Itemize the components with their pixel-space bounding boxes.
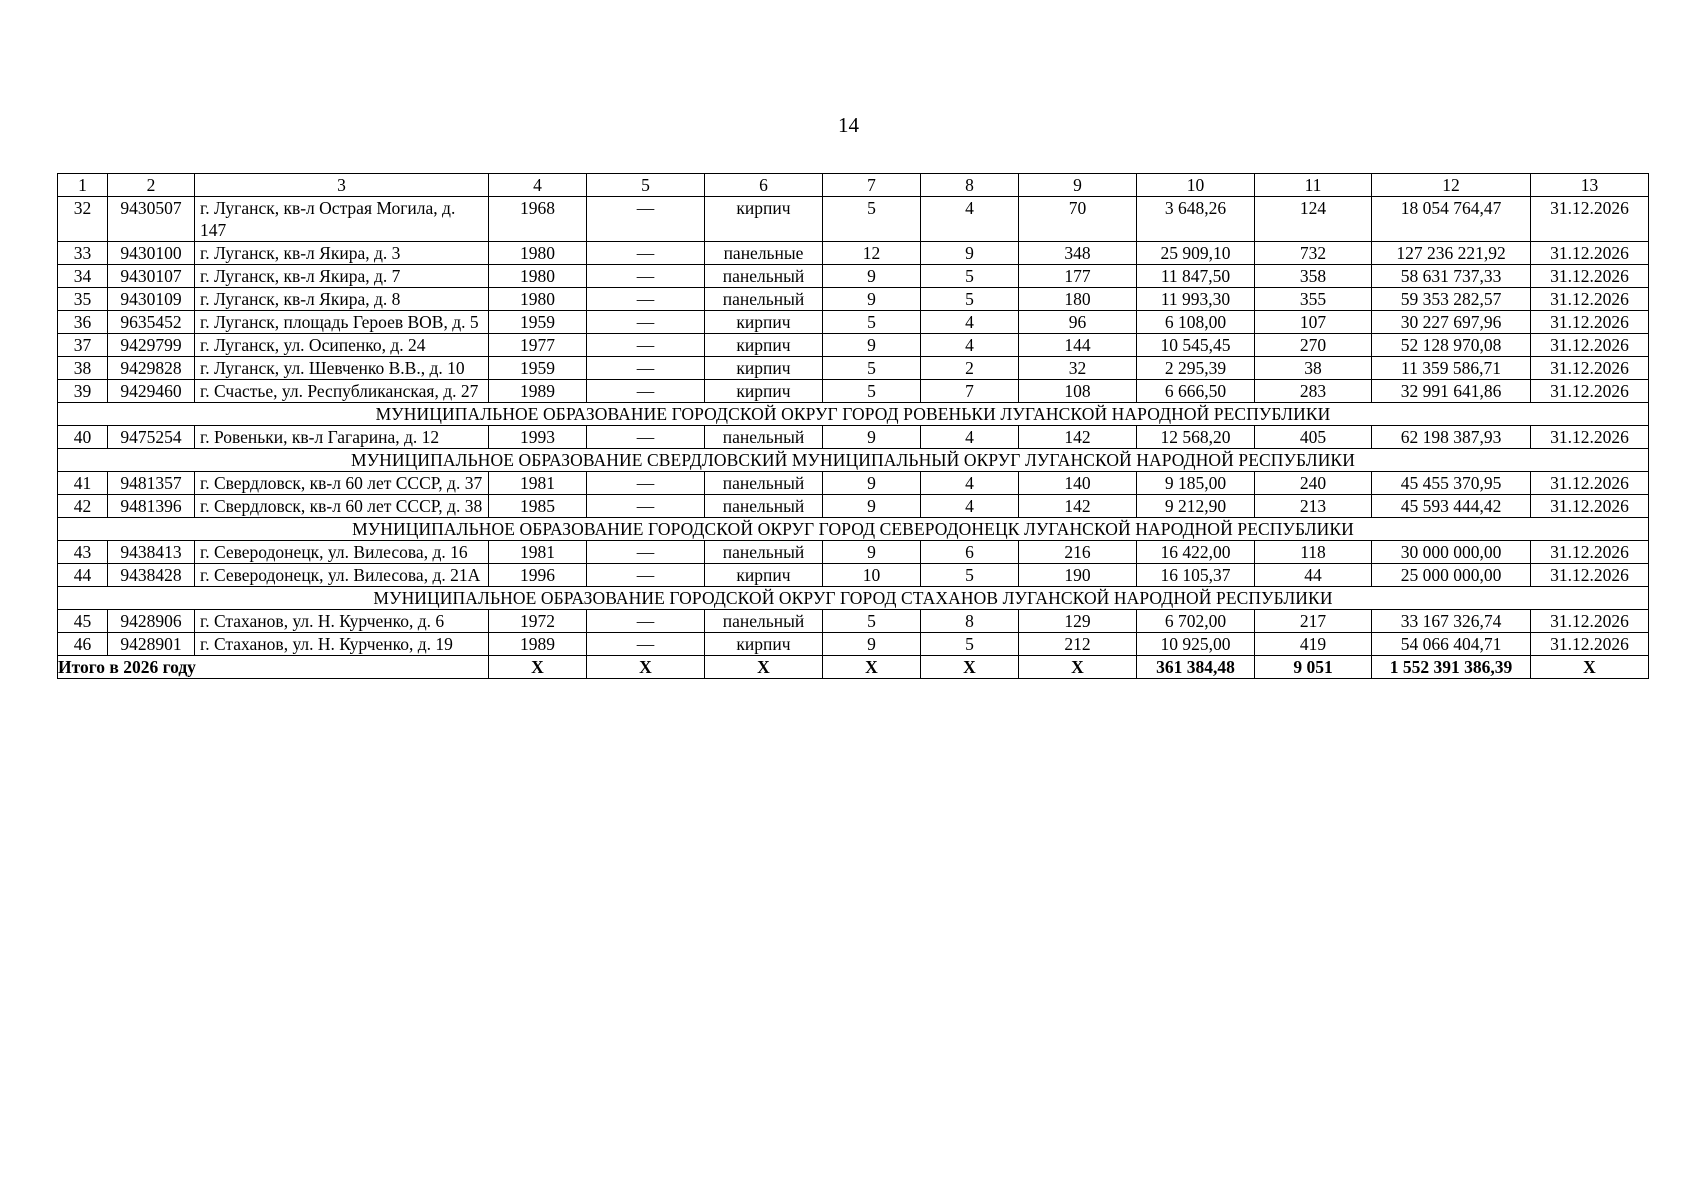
address-cell: г. Ровеньки, кв-л Гагарина, д. 12	[195, 426, 489, 449]
municipality-section-row	[58, 518, 1649, 541]
table-row	[58, 311, 1649, 334]
floors-cell: 9	[823, 633, 921, 656]
building-id-cell: 9429799	[108, 334, 195, 357]
year-built-cell: 1980	[489, 265, 587, 288]
address-cell: г. Северодонецк, ул. Вилесова, д. 21А	[195, 564, 489, 587]
reconstruction-year-cell: —	[587, 380, 705, 403]
apartments-cell: 108	[1019, 380, 1137, 403]
deadline-cell: 31.12.2026	[1531, 334, 1649, 357]
apartments-cell: 348	[1019, 242, 1137, 265]
deadline-cell: 31.12.2026	[1531, 472, 1649, 495]
cost-cell: 62 198 387,93	[1372, 426, 1531, 449]
municipality-heading: МУНИЦИПАЛЬНОЕ ОБРАЗОВАНИЕ ГОРОДСКОЙ ОКРУГ ГОРОД РОВЕНЬКИ ЛУГАНСКОЙ НАРОДНОЙ РЕСПУБЛИКИ	[58, 403, 1649, 426]
total-area-cell: 6 108,00	[1137, 311, 1255, 334]
municipality-section-row	[58, 449, 1649, 472]
building-id-cell: 9635452	[108, 311, 195, 334]
wall-material-cell: кирпич	[705, 380, 823, 403]
column-number: 12	[1372, 174, 1531, 197]
column-number-row	[58, 174, 1649, 197]
address-cell: г. Луганск, ул. Шевченко В.В., д. 10	[195, 357, 489, 380]
row-number-cell: 39	[58, 380, 108, 403]
reconstruction-year-cell: —	[587, 472, 705, 495]
row-number-cell: 46	[58, 633, 108, 656]
column-number: 8	[921, 174, 1019, 197]
column-number: 2	[108, 174, 195, 197]
wall-material-cell: кирпич	[705, 633, 823, 656]
residents-cell: 355	[1255, 288, 1372, 311]
reconstruction-year-cell: —	[587, 311, 705, 334]
entrances-cell: 5	[921, 633, 1019, 656]
cost-cell: 32 991 641,86	[1372, 380, 1531, 403]
row-number-cell: 45	[58, 610, 108, 633]
apartments-cell: 142	[1019, 426, 1137, 449]
apartments-cell: 96	[1019, 311, 1137, 334]
total-area-cell: 10 545,45	[1137, 334, 1255, 357]
year-built-cell: 1972	[489, 610, 587, 633]
reconstruction-year-cell: —	[587, 242, 705, 265]
entrances-cell: 4	[921, 426, 1019, 449]
wall-material-cell: панельный	[705, 288, 823, 311]
residents-cell: 419	[1255, 633, 1372, 656]
column-number: 7	[823, 174, 921, 197]
address-cell: г. Луганск, кв-л Якира, д. 8	[195, 288, 489, 311]
deadline-cell: 31.12.2026	[1531, 380, 1649, 403]
total-area-cell: 12 568,20	[1137, 426, 1255, 449]
floors-cell: 9	[823, 288, 921, 311]
year-built-cell: 1968	[489, 197, 587, 242]
entrances-cell: 4	[921, 472, 1019, 495]
total-label: Итого в 2026 году	[58, 656, 489, 679]
address-cell: г. Луганск, кв-л Якира, д. 3	[195, 242, 489, 265]
entrances-cell: 5	[921, 288, 1019, 311]
building-id-cell: 9475254	[108, 426, 195, 449]
residents-cell: 358	[1255, 265, 1372, 288]
total-total-area-cell: 361 384,48	[1137, 656, 1255, 679]
year-built-cell: 1989	[489, 380, 587, 403]
residents-cell: 38	[1255, 357, 1372, 380]
wall-material-cell: панельный	[705, 426, 823, 449]
reconstruction-year-cell: —	[587, 265, 705, 288]
total-area-cell: 16 422,00	[1137, 541, 1255, 564]
deadline-cell: 31.12.2026	[1531, 426, 1649, 449]
deadline-cell: 31.12.2026	[1531, 541, 1649, 564]
floors-cell: 5	[823, 357, 921, 380]
building-id-cell: 9430507	[108, 197, 195, 242]
floors-cell: 5	[823, 197, 921, 242]
total-area-cell: 6 666,50	[1137, 380, 1255, 403]
apartments-cell: 190	[1019, 564, 1137, 587]
cost-cell: 33 167 326,74	[1372, 610, 1531, 633]
year-built-cell: 1959	[489, 357, 587, 380]
table-row	[58, 541, 1649, 564]
floors-cell: 9	[823, 495, 921, 518]
apartments-cell: 177	[1019, 265, 1137, 288]
wall-material-cell: кирпич	[705, 564, 823, 587]
year-built-cell: 1993	[489, 426, 587, 449]
row-number-cell: 35	[58, 288, 108, 311]
residents-cell: 118	[1255, 541, 1372, 564]
entrances-cell: 5	[921, 564, 1019, 587]
building-id-cell: 9430100	[108, 242, 195, 265]
reconstruction-year-cell: —	[587, 334, 705, 357]
column-number: 11	[1255, 174, 1372, 197]
entrances-cell: 6	[921, 541, 1019, 564]
table-row	[58, 426, 1649, 449]
table-row	[58, 288, 1649, 311]
wall-material-cell: кирпич	[705, 357, 823, 380]
cost-cell: 127 236 221,92	[1372, 242, 1531, 265]
cost-cell: 45 455 370,95	[1372, 472, 1531, 495]
total-area-cell: 9 185,00	[1137, 472, 1255, 495]
address-cell: г. Луганск, ул. Осипенко, д. 24	[195, 334, 489, 357]
cost-cell: 11 359 586,71	[1372, 357, 1531, 380]
building-id-cell: 9428906	[108, 610, 195, 633]
deadline-cell: 31.12.2026	[1531, 311, 1649, 334]
table-row	[58, 357, 1649, 380]
column-number: 3	[195, 174, 489, 197]
cost-cell: 45 593 444,42	[1372, 495, 1531, 518]
column-number: 1	[58, 174, 108, 197]
address-cell: г. Стаханов, ул. Н. Курченко, д. 19	[195, 633, 489, 656]
wall-material-cell: панельный	[705, 472, 823, 495]
total-area-cell: 2 295,39	[1137, 357, 1255, 380]
year-built-cell: 1996	[489, 564, 587, 587]
address-cell: г. Луганск, площадь Героев ВОВ, д. 5	[195, 311, 489, 334]
deadline-cell: 31.12.2026	[1531, 564, 1649, 587]
apartments-cell: 144	[1019, 334, 1137, 357]
housing-registry-table	[57, 173, 1649, 679]
wall-material-cell: кирпич	[705, 197, 823, 242]
table-row	[58, 380, 1649, 403]
apartments-cell: 180	[1019, 288, 1137, 311]
total-year-built-cell: Х	[489, 656, 587, 679]
row-number-cell: 36	[58, 311, 108, 334]
apartments-cell: 212	[1019, 633, 1137, 656]
apartments-cell: 70	[1019, 197, 1137, 242]
building-id-cell: 9438413	[108, 541, 195, 564]
total-floors-cell: Х	[823, 656, 921, 679]
floors-cell: 5	[823, 311, 921, 334]
address-cell: г. Счастье, ул. Республиканская, д. 27	[195, 380, 489, 403]
table-row	[58, 633, 1649, 656]
column-number: 6	[705, 174, 823, 197]
cost-cell: 52 128 970,08	[1372, 334, 1531, 357]
table-row	[58, 334, 1649, 357]
apartments-cell: 129	[1019, 610, 1137, 633]
year-built-cell: 1989	[489, 633, 587, 656]
residents-cell: 124	[1255, 197, 1372, 242]
residents-cell: 270	[1255, 334, 1372, 357]
total-residents-cell: 9 051	[1255, 656, 1372, 679]
building-id-cell: 9438428	[108, 564, 195, 587]
floors-cell: 5	[823, 380, 921, 403]
apartments-cell: 140	[1019, 472, 1137, 495]
cost-cell: 25 000 000,00	[1372, 564, 1531, 587]
page-number: 14	[838, 113, 859, 137]
total-reconstruction-year-cell: Х	[587, 656, 705, 679]
deadline-cell: 31.12.2026	[1531, 610, 1649, 633]
floors-cell: 10	[823, 564, 921, 587]
entrances-cell: 8	[921, 610, 1019, 633]
total-apartments-cell: Х	[1019, 656, 1137, 679]
residents-cell: 217	[1255, 610, 1372, 633]
entrances-cell: 4	[921, 334, 1019, 357]
row-number-cell: 37	[58, 334, 108, 357]
residents-cell: 44	[1255, 564, 1372, 587]
entrances-cell: 4	[921, 197, 1019, 242]
total-entrances-cell: Х	[921, 656, 1019, 679]
deadline-cell: 31.12.2026	[1531, 633, 1649, 656]
entrances-cell: 7	[921, 380, 1019, 403]
table-row	[58, 610, 1649, 633]
total-area-cell: 9 212,90	[1137, 495, 1255, 518]
table-row	[58, 197, 1649, 242]
column-number: 10	[1137, 174, 1255, 197]
total-area-cell: 10 925,00	[1137, 633, 1255, 656]
row-number-cell: 38	[58, 357, 108, 380]
year-built-cell: 1980	[489, 242, 587, 265]
row-number-cell: 40	[58, 426, 108, 449]
residents-cell: 283	[1255, 380, 1372, 403]
row-number-cell: 33	[58, 242, 108, 265]
cost-cell: 30 227 697,96	[1372, 311, 1531, 334]
floors-cell: 9	[823, 426, 921, 449]
residents-cell: 240	[1255, 472, 1372, 495]
floors-cell: 9	[823, 472, 921, 495]
total-area-cell: 25 909,10	[1137, 242, 1255, 265]
year-built-cell: 1959	[489, 311, 587, 334]
cost-cell: 18 054 764,47	[1372, 197, 1531, 242]
table-row	[58, 472, 1649, 495]
deadline-cell: 31.12.2026	[1531, 265, 1649, 288]
row-number-cell: 34	[58, 265, 108, 288]
wall-material-cell: панельный	[705, 265, 823, 288]
total-area-cell: 6 702,00	[1137, 610, 1255, 633]
floors-cell: 9	[823, 265, 921, 288]
address-cell: г. Стаханов, ул. Н. Курченко, д. 6	[195, 610, 489, 633]
municipality-section-row	[58, 403, 1649, 426]
reconstruction-year-cell: —	[587, 610, 705, 633]
row-number-cell: 41	[58, 472, 108, 495]
total-area-cell: 11 847,50	[1137, 265, 1255, 288]
apartments-cell: 216	[1019, 541, 1137, 564]
address-cell: г. Северодонецк, ул. Вилесова, д. 16	[195, 541, 489, 564]
deadline-cell: 31.12.2026	[1531, 357, 1649, 380]
building-id-cell: 9429828	[108, 357, 195, 380]
table-row	[58, 564, 1649, 587]
row-number-cell: 43	[58, 541, 108, 564]
reconstruction-year-cell: —	[587, 426, 705, 449]
deadline-cell: 31.12.2026	[1531, 197, 1649, 242]
total-area-cell: 3 648,26	[1137, 197, 1255, 242]
apartments-cell: 142	[1019, 495, 1137, 518]
entrances-cell: 2	[921, 357, 1019, 380]
entrances-cell: 4	[921, 495, 1019, 518]
deadline-cell: 31.12.2026	[1531, 242, 1649, 265]
wall-material-cell: панельный	[705, 610, 823, 633]
column-number: 4	[489, 174, 587, 197]
cost-cell: 54 066 404,71	[1372, 633, 1531, 656]
address-cell: г. Свердловск, кв-л 60 лет СССР, д. 38	[195, 495, 489, 518]
residents-cell: 107	[1255, 311, 1372, 334]
residents-cell: 213	[1255, 495, 1372, 518]
cost-cell: 30 000 000,00	[1372, 541, 1531, 564]
table-row	[58, 242, 1649, 265]
year-built-cell: 1985	[489, 495, 587, 518]
reconstruction-year-cell: —	[587, 541, 705, 564]
municipality-heading: МУНИЦИПАЛЬНОЕ ОБРАЗОВАНИЕ СВЕРДЛОВСКИЙ МУНИЦИПАЛЬНЫЙ ОКРУГ ЛУГАНСКОЙ НАРОДНОЙ РЕСПУБЛИКИ	[58, 449, 1649, 472]
floors-cell: 9	[823, 334, 921, 357]
entrances-cell: 5	[921, 265, 1019, 288]
total-area-cell: 16 105,37	[1137, 564, 1255, 587]
deadline-cell: 31.12.2026	[1531, 495, 1649, 518]
municipality-heading: МУНИЦИПАЛЬНОЕ ОБРАЗОВАНИЕ ГОРОДСКОЙ ОКРУГ ГОРОД СТАХАНОВ ЛУГАНСКОЙ НАРОДНОЙ РЕСПУБЛИКИ	[58, 587, 1649, 610]
column-number: 13	[1531, 174, 1649, 197]
cost-cell: 58 631 737,33	[1372, 265, 1531, 288]
year-built-cell: 1981	[489, 472, 587, 495]
building-id-cell: 9481357	[108, 472, 195, 495]
total-area-cell: 11 993,30	[1137, 288, 1255, 311]
address-cell: г. Свердловск, кв-л 60 лет СССР, д. 37	[195, 472, 489, 495]
residents-cell: 732	[1255, 242, 1372, 265]
reconstruction-year-cell: —	[587, 564, 705, 587]
column-number: 9	[1019, 174, 1137, 197]
year-built-cell: 1980	[489, 288, 587, 311]
entrances-cell: 9	[921, 242, 1019, 265]
entrances-cell: 4	[921, 311, 1019, 334]
wall-material-cell: панельный	[705, 495, 823, 518]
floors-cell: 5	[823, 610, 921, 633]
row-number-cell: 32	[58, 197, 108, 242]
table-row	[58, 265, 1649, 288]
table-row	[58, 495, 1649, 518]
wall-material-cell: кирпич	[705, 334, 823, 357]
total-cost-cell: 1 552 391 386,39	[1372, 656, 1531, 679]
building-id-cell: 9481396	[108, 495, 195, 518]
total-wall-material-cell: Х	[705, 656, 823, 679]
cost-cell: 59 353 282,57	[1372, 288, 1531, 311]
wall-material-cell: панельные	[705, 242, 823, 265]
building-id-cell: 9430107	[108, 265, 195, 288]
total-row	[58, 656, 1649, 679]
year-built-cell: 1977	[489, 334, 587, 357]
building-id-cell: 9428901	[108, 633, 195, 656]
row-number-cell: 42	[58, 495, 108, 518]
reconstruction-year-cell: —	[587, 633, 705, 656]
table-body	[58, 174, 1649, 679]
building-id-cell: 9429460	[108, 380, 195, 403]
address-cell: г. Луганск, кв-л Якира, д. 7	[195, 265, 489, 288]
wall-material-cell: панельный	[705, 541, 823, 564]
floors-cell: 12	[823, 242, 921, 265]
municipality-section-row	[58, 587, 1649, 610]
year-built-cell: 1981	[489, 541, 587, 564]
apartments-cell: 32	[1019, 357, 1137, 380]
reconstruction-year-cell: —	[587, 357, 705, 380]
reconstruction-year-cell: —	[587, 288, 705, 311]
floors-cell: 9	[823, 541, 921, 564]
column-number: 5	[587, 174, 705, 197]
reconstruction-year-cell: —	[587, 197, 705, 242]
row-number-cell: 44	[58, 564, 108, 587]
municipality-heading: МУНИЦИПАЛЬНОЕ ОБРАЗОВАНИЕ ГОРОДСКОЙ ОКРУГ ГОРОД СЕВЕРОДОНЕЦК ЛУГАНСКОЙ НАРОДНОЙ РЕСПУБЛИКИ	[58, 518, 1649, 541]
reconstruction-year-cell: —	[587, 495, 705, 518]
building-id-cell: 9430109	[108, 288, 195, 311]
address-cell: г. Луганск, кв-л Острая Могила, д. 147	[195, 197, 489, 242]
deadline-cell: 31.12.2026	[1531, 288, 1649, 311]
total-deadline-cell: Х	[1531, 656, 1649, 679]
residents-cell: 405	[1255, 426, 1372, 449]
wall-material-cell: кирпич	[705, 311, 823, 334]
